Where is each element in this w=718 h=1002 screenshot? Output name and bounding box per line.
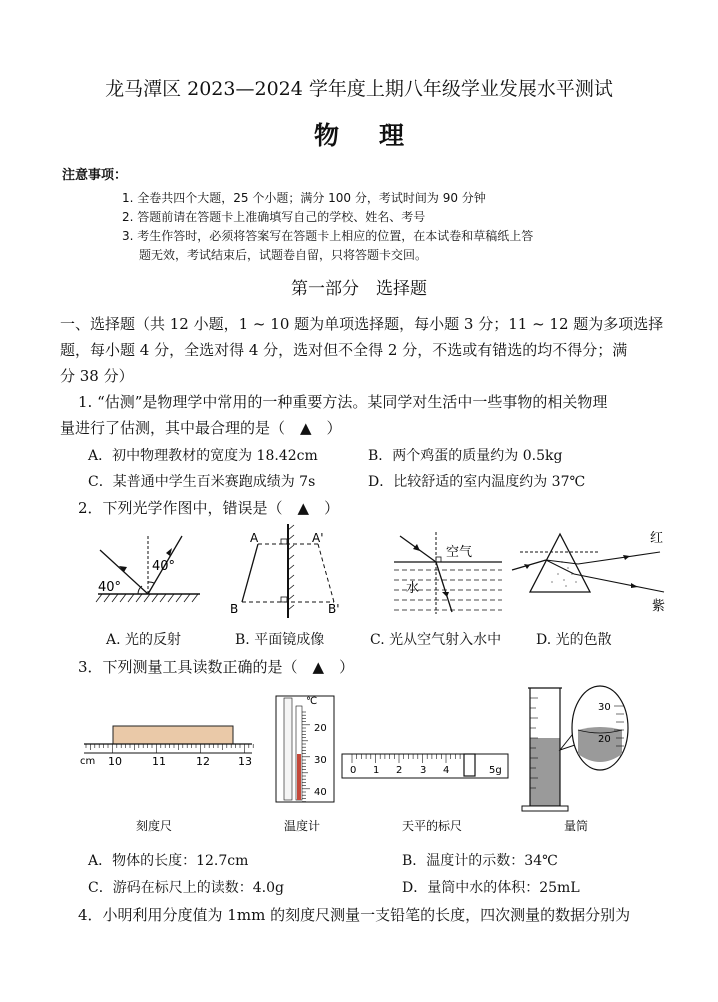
note-item: 2. 答题前请在答题卡上准确填写自己的学校、姓名、考号 bbox=[122, 210, 426, 224]
q1-option-a: A．初中物理教材的宽度为 18.42cm bbox=[88, 448, 318, 464]
balance-tick-label: 0 bbox=[350, 765, 357, 776]
cylinder-tick-label: 20 bbox=[598, 734, 611, 745]
thermometer-figure bbox=[276, 696, 334, 833]
point-label: A bbox=[250, 531, 259, 545]
q1-option-c: C．某普通中学生百米赛跑成绩为 7s bbox=[88, 474, 316, 490]
ruler-figure bbox=[80, 726, 253, 833]
point-label: A' bbox=[312, 531, 324, 545]
point-label: B bbox=[230, 602, 239, 616]
cylinder-label: 量筒 bbox=[564, 819, 589, 833]
cylinder-tick-label: 30 bbox=[598, 702, 611, 713]
ruler-label: 刻度尺 bbox=[136, 819, 173, 833]
thermo-unit: ℃ bbox=[306, 696, 318, 707]
thermo-tick-label: 30 bbox=[314, 755, 327, 766]
q3-option-b: B．温度计的示数：34℃ bbox=[402, 853, 558, 869]
q3-option-c: C．游码在标尺上的读数：4.0g bbox=[88, 880, 284, 896]
q2-stem: 2．下列光学作图中，错误是（ ▲ ） bbox=[78, 499, 340, 517]
q2-caption-d: D. 光的色散 bbox=[536, 632, 612, 648]
q2-caption-b: B. 平面镜成像 bbox=[235, 632, 325, 648]
ruler-tick-label: 13 bbox=[238, 755, 252, 768]
q1-stem: 量进行了估测，其中最合理的是（ ▲ ） bbox=[60, 419, 342, 437]
note-item: 1. 全卷共四个大题，25 个小题；满分 100 分，考试时间为 90 分钟 bbox=[122, 191, 486, 205]
point-label: B' bbox=[328, 602, 340, 616]
q3-option-d: D．量筒中水的体积：25mL bbox=[402, 880, 580, 896]
q1-option-d: D．比较舒适的室内温度约为 37℃ bbox=[368, 474, 586, 490]
ruler-tick-label: 10 bbox=[108, 755, 122, 768]
q1-stem: 1. “估测”是物理学中常用的一种重要方法。某同学对生活中一些事物的相关物理 bbox=[78, 393, 608, 411]
section-instruction: 题，每小题 4 分，全选对得 4 分，选对但不全得 2 分，不选或有错选的均不得分；满 bbox=[60, 341, 628, 359]
subject-title: 物理 bbox=[313, 121, 444, 150]
section-instruction: 分 38 分） bbox=[60, 367, 134, 385]
color-label: 紫 bbox=[652, 599, 666, 614]
q3-figures bbox=[70, 684, 670, 836]
fig-dispersion bbox=[512, 531, 665, 614]
balance-tick-label: 3 bbox=[420, 765, 427, 776]
q3-option-a: A．物体的长度：12.7cm bbox=[88, 853, 249, 869]
q1-option-b: B．两个鸡蛋的质量约为 0.5kg bbox=[368, 448, 563, 464]
rider-weight bbox=[464, 754, 475, 776]
thermometer-liquid bbox=[297, 754, 301, 800]
q3-stem: 3．下列测量工具读数正确的是（ ▲ ） bbox=[78, 658, 355, 676]
q2-figures bbox=[90, 522, 680, 622]
medium-label: 水 bbox=[406, 581, 420, 596]
section-instruction: 一、选择题（共 12 小题，1 ~ 10 题为单项选择题，每小题 3 分；11 ~ 12 题为多项选择 bbox=[60, 315, 664, 333]
part-title: 第一部分 选择题 bbox=[291, 279, 427, 299]
fig-refraction bbox=[394, 532, 502, 614]
thermo-label: 温度计 bbox=[284, 819, 321, 833]
balance-tick-label: 4 bbox=[443, 765, 450, 776]
note-item: 3. 考生作答时，必须将答案写在答题卡上相应的位置，在本试卷和草稿纸上答 bbox=[122, 229, 534, 243]
balance-scale-figure bbox=[342, 754, 508, 833]
notes-heading: 注意事项： bbox=[62, 168, 128, 183]
color-label: 红 bbox=[650, 531, 664, 546]
angle-label: 40° bbox=[152, 559, 176, 574]
fig-reflection bbox=[96, 534, 200, 602]
graduated-cylinder-figure bbox=[522, 686, 628, 833]
medium-label: 空气 bbox=[446, 545, 473, 560]
thermo-tick-label: 20 bbox=[314, 723, 327, 734]
ruler-unit: cm bbox=[80, 756, 96, 767]
note-item: 题无效，考试结束后，试题卷自留，只将答题卡交回。 bbox=[139, 248, 428, 262]
exam-title: 龙马潭区 2023—2024 学年度上期八年级学业发展水平测试 bbox=[105, 78, 613, 100]
ruler-tick-label: 11 bbox=[152, 755, 166, 768]
fig-plane-mirror bbox=[230, 524, 340, 618]
q2-caption-c: C. 光从空气射入水中 bbox=[370, 632, 502, 648]
balance-tick-label: 2 bbox=[396, 765, 403, 776]
balance-label: 天平的标尺 bbox=[402, 819, 463, 833]
ruler-tick-label: 12 bbox=[196, 755, 210, 768]
balance-tick-label: 1 bbox=[373, 765, 380, 776]
balance-tick-label: 5g bbox=[489, 765, 502, 776]
angle-label: 40° bbox=[98, 580, 122, 595]
q2-caption-a: A. 光的反射 bbox=[106, 632, 182, 648]
thermo-tick-label: 40 bbox=[314, 787, 327, 798]
q4-stem: 4．小明利用分度值为 1mm 的刻度尺测量一支铅笔的长度，四次测量的数据分别为 bbox=[78, 906, 631, 924]
